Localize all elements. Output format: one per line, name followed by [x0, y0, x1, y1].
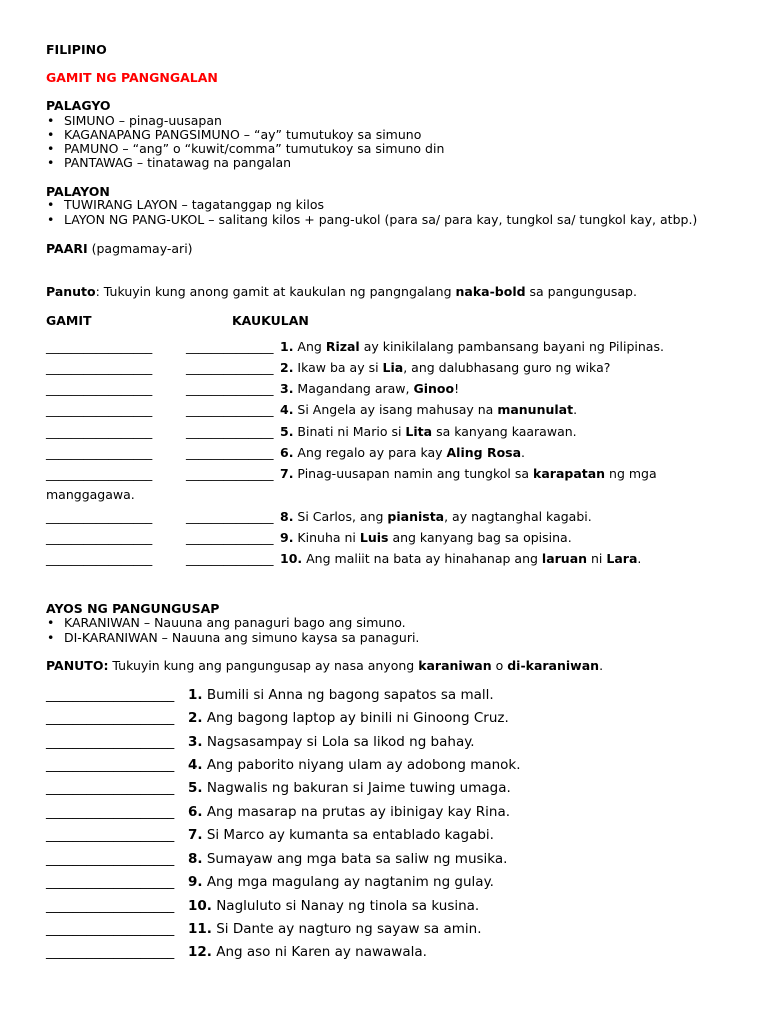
list-item: PAMUNO – “ang” o “kuwit/comma” tumutukoy sa simuno din	[64, 141, 445, 156]
kaukulan-answer-blank[interactable]: ______________	[186, 445, 274, 460]
list-item: KARANIWAN – Nauuna ang panaguri bago ang simuno.	[64, 615, 406, 630]
instruction-bold: di-karaniwan	[507, 658, 600, 673]
kaukulan-answer-blank[interactable]: ______________	[186, 381, 274, 396]
palayon-heading: PALAYON	[46, 184, 110, 199]
instruction-text: Tukuyin kung ang pangungusap ay nasa anyong	[108, 658, 419, 673]
kaukulan-answer-blank[interactable]: ______________	[186, 402, 274, 417]
answer-blank[interactable]: ___________________	[46, 734, 175, 750]
gamit-answer-blank[interactable]: _________________	[46, 466, 153, 481]
list-item: LAYON NG PANG-UKOL – salitang kilos + pang-ukol (para sa/ para kay, tungkol sa/ tungkol kay, atbp.)	[64, 212, 698, 227]
answer-blank[interactable]: ___________________	[46, 921, 175, 937]
list-item: SIMUNO – pinag-uusapan	[64, 113, 222, 128]
sentence: 9. Kinuha ni Luis ang kanyang bag sa opisina.	[280, 530, 572, 545]
sentence: 11. Si Dante ay nagturo ng sayaw sa amin.	[188, 921, 482, 937]
list-item: PANTAWAG – tinatawag na pangalan	[64, 155, 292, 170]
answer-blank[interactable]: ___________________	[46, 780, 175, 796]
instruction-bold: karaniwan	[418, 658, 492, 673]
instruction-text: o	[491, 658, 508, 673]
sentence: 5. Nagwalis ng bakuran si Jaime tuwing umaga.	[188, 780, 511, 796]
bullet-icon: •	[47, 113, 55, 128]
kaukulan-answer-blank[interactable]: ______________	[186, 339, 274, 354]
sentence: 3. Magandang araw, Ginoo!	[280, 381, 460, 396]
sentence: 2. Ikaw ba ay si Lia, ang dalubhasang guro ng wika?	[280, 360, 611, 375]
kaukulan-answer-blank[interactable]: ______________	[186, 509, 274, 524]
sentence: 7. Pinag-uusapan namin ang tungkol sa karapatan ng mga	[280, 466, 657, 481]
kaukulan-answer-blank[interactable]: ______________	[186, 530, 274, 545]
paari-note: (pagmamay-ari)	[91, 241, 193, 256]
sentence-continuation: manggagawa.	[46, 487, 135, 502]
sentence: 7. Si Marco ay kumanta sa entablado kagabi.	[188, 827, 494, 843]
sentence: 2. Ang bagong laptop ay binili ni Ginoong Cruz.	[188, 710, 509, 726]
exercise1-instruction	[46, 284, 637, 299]
instruction-text: : Tukuyin kung anong gamit at kaukulan ng pangngalang	[95, 284, 456, 299]
column-header-kaukulan: KAUKULAN	[232, 313, 309, 328]
answer-blank[interactable]: ___________________	[46, 827, 175, 843]
instruction-text: .	[599, 658, 604, 673]
answer-blank[interactable]: ___________________	[46, 710, 175, 726]
bullet-icon: •	[47, 155, 55, 170]
gamit-answer-blank[interactable]: _________________	[46, 530, 153, 545]
answer-blank[interactable]: ___________________	[46, 687, 175, 703]
gamit-answer-blank[interactable]: _________________	[46, 381, 153, 396]
sentence: 6. Ang regalo ay para kay Aling Rosa.	[280, 445, 526, 460]
subject-title: FILIPINO	[46, 42, 107, 57]
bullet-icon: •	[47, 615, 55, 630]
gamit-answer-blank[interactable]: _________________	[46, 402, 153, 417]
answer-blank[interactable]: ___________________	[46, 874, 175, 890]
paari-heading: PAARI	[46, 241, 88, 256]
sentence: 6. Ang masarap na prutas ay ibinigay kay Rina.	[188, 804, 511, 820]
sentence: 3. Nagsasampay si Lola sa likod ng bahay.	[188, 734, 475, 750]
exercise2-instruction	[46, 658, 603, 673]
kaukulan-answer-blank[interactable]: ______________	[186, 424, 274, 439]
sentence: 4. Si Angela ay isang mahusay na manunulat.	[280, 402, 578, 417]
bullet-icon: •	[47, 141, 55, 156]
sentence: 8. Sumayaw ang mga bata sa saliw ng musika.	[188, 851, 508, 867]
sentence: 5. Binati ni Mario si Lita sa kanyang kaarawan.	[280, 424, 577, 439]
gamit-answer-blank[interactable]: _________________	[46, 445, 153, 460]
kaukulan-answer-blank[interactable]: ______________	[186, 360, 274, 375]
instruction-bold: naka-bold	[455, 284, 526, 299]
sentence: 12. Ang aso ni Karen ay nawawala.	[188, 944, 427, 960]
kaukulan-answer-blank[interactable]: ______________	[186, 466, 274, 481]
list-item: KAGANAPANG PANGSIMUNO – “ay” tumutukoy sa simuno	[64, 127, 422, 142]
gamit-answer-blank[interactable]: _________________	[46, 551, 153, 566]
instruction-label: PANUTO:	[46, 658, 109, 673]
answer-blank[interactable]: ___________________	[46, 757, 175, 773]
kaukulan-answer-blank[interactable]: ______________	[186, 551, 274, 566]
paari-line	[46, 241, 193, 256]
instruction-text: sa pangungusap.	[525, 284, 637, 299]
column-header-gamit: GAMIT	[46, 313, 92, 328]
sentence: 10. Nagluluto si Nanay ng tinola sa kusina.	[188, 898, 480, 914]
sentence: 10. Ang maliit na bata ay hinahanap ang laruan ni Lara.	[280, 551, 642, 566]
bullet-icon: •	[47, 630, 55, 645]
sentence: 1. Ang Rizal ay kinikilalang pambansang bayani ng Pilipinas.	[280, 339, 664, 354]
answer-blank[interactable]: ___________________	[46, 944, 175, 960]
topic-title: GAMIT NG PANGNGALAN	[46, 70, 218, 85]
sentence: 1. Bumili si Anna ng bagong sapatos sa mall.	[188, 687, 494, 703]
sentence: 8. Si Carlos, ang pianista, ay nagtanghal kagabi.	[280, 509, 592, 524]
sentence: 9. Ang mga magulang ay nagtanim ng gulay.	[188, 874, 494, 890]
sentence: 4. Ang paborito niyang ulam ay adobong manok.	[188, 757, 521, 773]
ayos-heading: AYOS NG PANGUNGUSAP	[46, 601, 220, 616]
list-item: TUWIRANG LAYON – tagatanggap ng kilos	[64, 197, 324, 212]
answer-blank[interactable]: ___________________	[46, 804, 175, 820]
bullet-icon: •	[47, 197, 55, 212]
palagyo-heading: PALAGYO	[46, 98, 111, 113]
answer-blank[interactable]: ___________________	[46, 898, 175, 914]
gamit-answer-blank[interactable]: _________________	[46, 339, 153, 354]
gamit-answer-blank[interactable]: _________________	[46, 424, 153, 439]
answer-blank[interactable]: ___________________	[46, 851, 175, 867]
bullet-icon: •	[47, 212, 55, 227]
bullet-icon: •	[47, 127, 55, 142]
list-item: DI-KARANIWAN – Nauuna ang simuno kaysa sa panaguri.	[64, 630, 420, 645]
gamit-answer-blank[interactable]: _________________	[46, 360, 153, 375]
instruction-label: Panuto	[46, 284, 96, 299]
gamit-answer-blank[interactable]: _________________	[46, 509, 153, 524]
